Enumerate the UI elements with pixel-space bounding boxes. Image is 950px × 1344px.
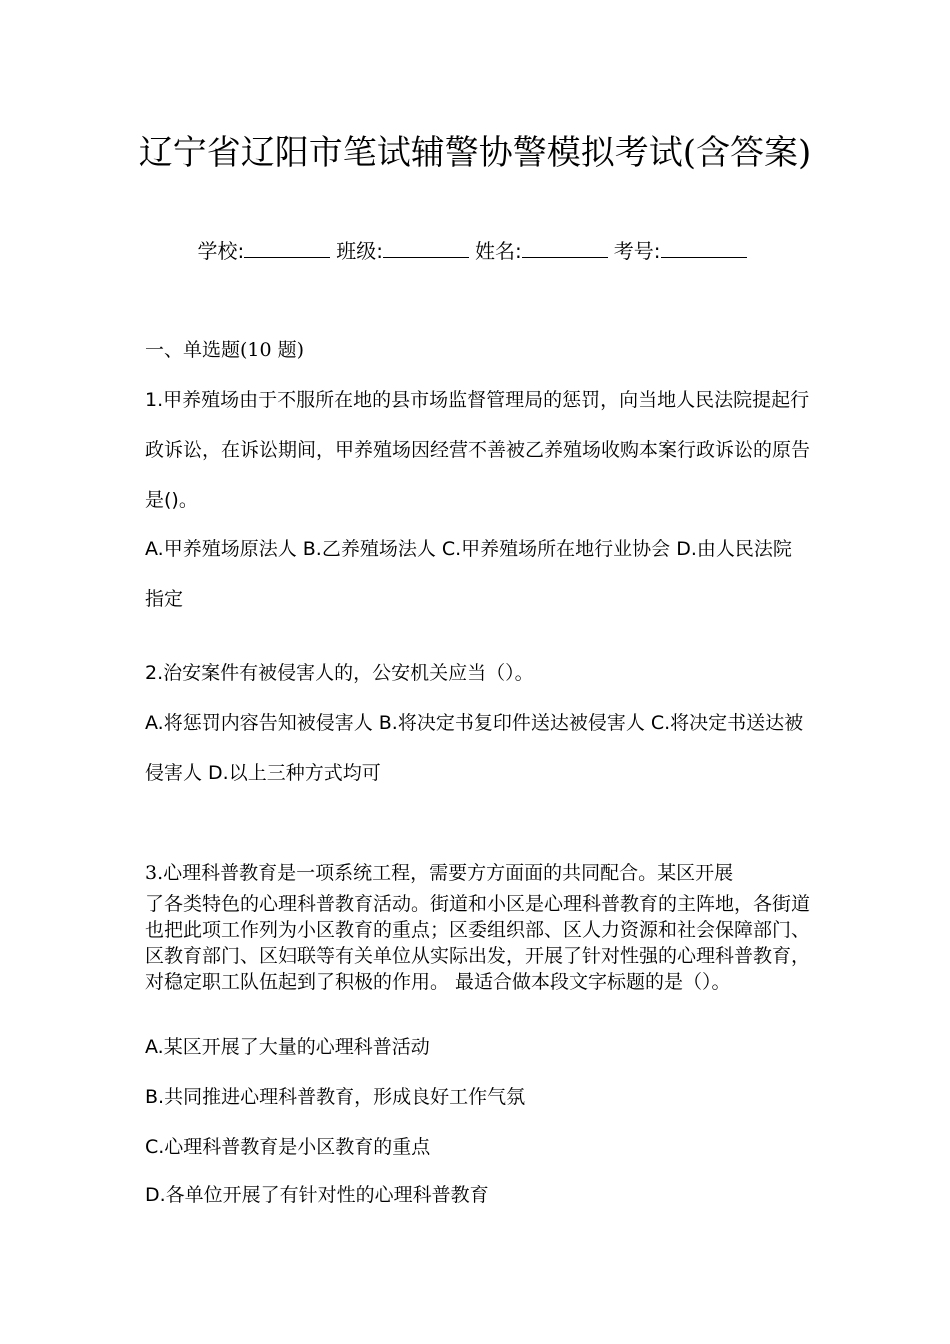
section-heading: 一、单选题(10 题)	[145, 339, 305, 361]
exam-number-blank[interactable]	[661, 237, 747, 258]
question-3-stem-first-line: 3.心理科普教育是一项系统工程，需要方方面面的共同配合。某区开展	[145, 862, 734, 884]
question-1-options: A.甲养殖场原法人 B.乙养殖场法人 C.甲养殖场所在地行业协会 D.由人民法院指定	[145, 538, 792, 610]
school-label: 学校:	[197, 239, 245, 263]
name-field	[475, 239, 614, 263]
question-3-option-c: C.心理科普教育是小区教育的重点	[145, 1136, 431, 1158]
name-blank[interactable]	[522, 237, 608, 258]
student-info-line	[100, 236, 850, 266]
exam-number-field	[614, 239, 753, 263]
question-1-stem: 1.甲养殖场由于不服所在地的县市场监督管理局的惩罚，向当地人民法院提起行政诉讼，在诉讼期间，甲养殖场因经营不善被乙养殖场收购本案行政诉讼的原告是()。	[145, 389, 811, 511]
question-3-stem	[145, 855, 810, 995]
question-3-stem-rest: 了各类特色的心理科普教育活动。街道和小区是心理科普教育的主阵地，各街道也把此项工作列为小区教育的重点；区委组织部、区人力资源和社会保障部门、区教育部门、区妇联等有关单位从实际出发，开展了针对性强的心理科普教育，对稳定职工队伍起到了积极的作用。 最适合做本段文字标题的是（）。	[145, 893, 811, 993]
class-blank[interactable]	[383, 237, 469, 258]
question-2-options: A.将惩罚内容告知被侵害人 B.将决定书复印件送达被侵害人 C.将决定书送达被侵害人 D.以上三种方式均可	[145, 712, 804, 784]
exam-number-label: 考号:	[613, 239, 661, 263]
document-title: 辽宁省辽阳市笔试辅警协警模拟考试(含答案)	[138, 133, 812, 173]
school-blank[interactable]	[244, 237, 330, 258]
class-field	[336, 239, 475, 263]
question-3-option-a: A.某区开展了大量的心理科普活动	[145, 1036, 430, 1058]
question-3-option-d: D.各单位开展了有针对性的心理科普教育	[145, 1184, 489, 1206]
question-3-option-b: B.共同推进心理科普教育，形成良好工作气氛	[145, 1086, 526, 1108]
question-2-stem: 2.治安案件有被侵害人的，公安机关应当（）。	[145, 662, 534, 684]
class-label: 班级:	[336, 239, 383, 263]
name-label: 姓名:	[475, 239, 522, 263]
school-field	[198, 239, 337, 263]
